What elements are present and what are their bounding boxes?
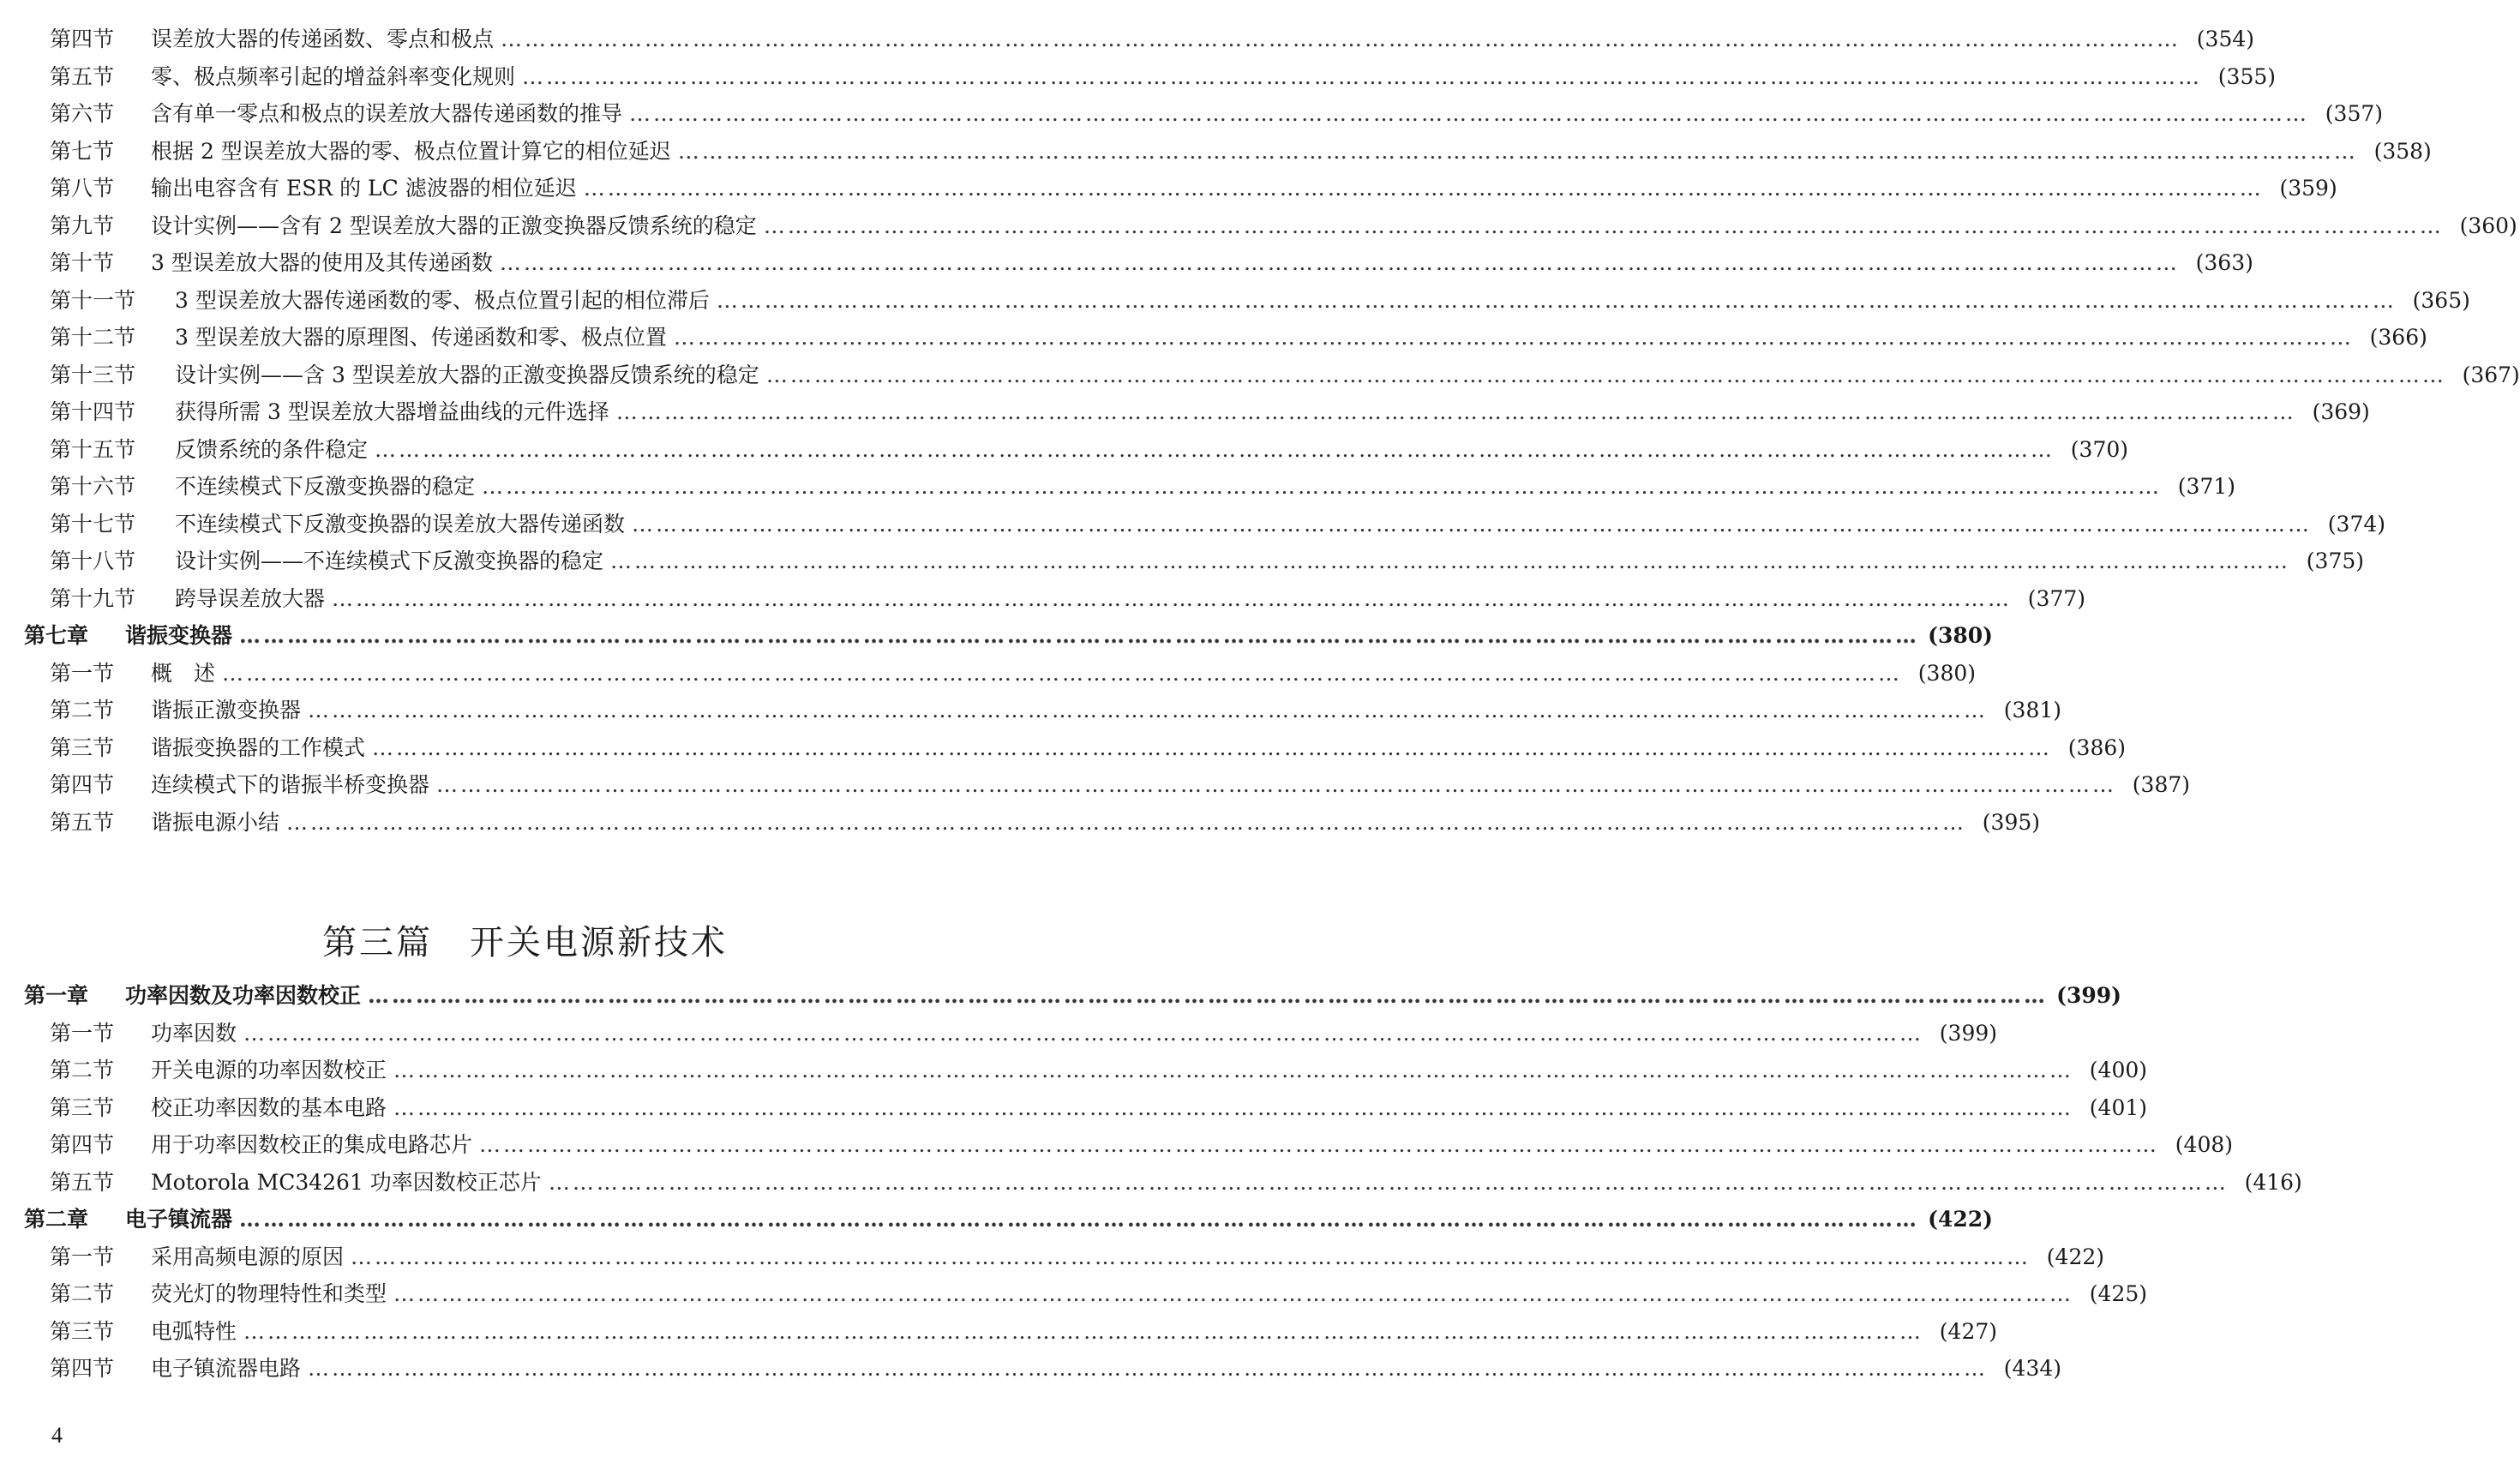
entry-title: 电子镇流器电路 xyxy=(151,1356,302,1381)
dot-leader xyxy=(351,1238,2031,1276)
entry-page: (381) xyxy=(2003,698,2062,723)
dot-leader xyxy=(393,1275,2073,1313)
dot-leader xyxy=(678,133,2358,171)
dot-leader xyxy=(479,1126,2159,1164)
toc-entry[interactable] xyxy=(24,692,2062,729)
dot-leader xyxy=(332,580,2012,618)
toc-entry[interactable] xyxy=(24,95,2384,133)
dot-leader xyxy=(632,506,2312,543)
entry-title: 功率因数 xyxy=(151,1020,237,1046)
entry-page: (357) xyxy=(2325,101,2384,126)
dot-leader xyxy=(308,692,1988,729)
dot-leader xyxy=(616,393,2296,431)
dot-leader xyxy=(239,1201,1919,1238)
entry-page: (370) xyxy=(2070,436,2129,462)
entry-page: (359) xyxy=(2279,176,2337,201)
entry-page: (355) xyxy=(2217,63,2277,89)
entry-number: 第四节 xyxy=(50,772,115,797)
entry-number: 第十七节 xyxy=(50,511,136,537)
dot-leader xyxy=(674,319,2354,357)
entry-number: 第五节 xyxy=(50,63,115,89)
dot-leader xyxy=(500,244,2180,282)
dot-leader xyxy=(629,95,2309,133)
entry-title: 获得所需 3 型误差放大器增益曲线的元件选择 xyxy=(175,399,609,424)
entry-title: 误差放大器的传递函数、零点和极点 xyxy=(151,27,495,51)
dot-leader xyxy=(393,1089,2073,1127)
entry-number: 第四节 xyxy=(50,1132,115,1157)
dot-leader xyxy=(501,21,2181,58)
entry-page: (380) xyxy=(1917,660,1977,686)
dot-leader xyxy=(372,729,2052,767)
entry-title: 采用高频电源的原因 xyxy=(151,1244,345,1269)
entry-number: 第九节 xyxy=(50,213,115,238)
entry-title: 电弧特性 xyxy=(151,1318,237,1344)
dot-leader xyxy=(286,804,1966,842)
entry-title: 荧光灯的物理特性和类型 xyxy=(151,1281,387,1306)
entry-number: 第三节 xyxy=(50,734,115,760)
dot-leader xyxy=(436,766,2116,804)
entry-number: 第十二节 xyxy=(50,325,136,350)
entry-number: 第四节 xyxy=(50,1356,115,1381)
entry-page: (395) xyxy=(1982,809,2041,835)
entry-number: 第二节 xyxy=(50,1058,115,1082)
toc-entry[interactable] xyxy=(24,506,2386,543)
toc-entry[interactable] xyxy=(24,133,2432,171)
toc-entry[interactable] xyxy=(24,431,2129,469)
toc-entry[interactable] xyxy=(24,1052,2148,1089)
dot-leader xyxy=(610,543,2290,580)
entry-page: (425) xyxy=(2089,1281,2148,1306)
dot-leader xyxy=(584,170,2264,207)
toc-list-part-two-continued xyxy=(24,21,2520,841)
entry-title: 谐振变换器的工作模式 xyxy=(151,734,366,760)
entry-title: 概 述 xyxy=(151,660,216,686)
entry-number: 第十八节 xyxy=(50,549,136,573)
entry-title: 连续模式下的谐振半桥变换器 xyxy=(151,772,430,797)
toc-entry[interactable] xyxy=(24,655,1977,693)
toc-entry[interactable] xyxy=(24,1089,2148,1127)
entry-number: 第十三节 xyxy=(50,362,136,387)
entry-number: 第一节 xyxy=(50,660,115,686)
entry-page: (408) xyxy=(2175,1132,2234,1157)
dot-leader xyxy=(482,468,2162,506)
entry-title: 设计实例——含 3 型误差放大器的正激变换器反馈系统的稳定 xyxy=(175,362,759,387)
toc-entry[interactable] xyxy=(24,580,2086,618)
entry-page: (360) xyxy=(2459,213,2517,238)
entry-page: (434) xyxy=(2003,1356,2062,1381)
entry-title: 开关电源的功率因数校正 xyxy=(151,1058,387,1082)
entry-page: (386) xyxy=(2067,734,2127,760)
entry-title: 谐振电源小结 xyxy=(151,809,280,835)
entry-number: 第七节 xyxy=(50,138,115,164)
toc-entry[interactable] xyxy=(24,1015,1998,1052)
entry-number: 第四节 xyxy=(50,27,115,51)
chapter-number: 第一章 xyxy=(24,983,89,1008)
dot-leader xyxy=(766,357,2446,394)
entry-page: (366) xyxy=(2369,325,2427,350)
entry-page: (358) xyxy=(2373,138,2432,164)
dot-leader xyxy=(222,655,1902,693)
entry-page: (369) xyxy=(2312,399,2370,424)
toc-entry[interactable] xyxy=(24,1313,1998,1351)
entry-title: 不连续模式下反激变换器的稳定 xyxy=(175,474,476,499)
entry-page: (380) xyxy=(1928,623,1994,648)
entry-page: (375) xyxy=(2306,549,2365,573)
entry-title: 3 型误差放大器传递函数的零、极点位置引起的相位滞后 xyxy=(175,287,710,313)
entry-title: 输出电容含有 ESR 的 LC 滤波器的相位延迟 xyxy=(151,176,577,201)
chapter-number: 第二章 xyxy=(24,1207,89,1232)
entry-title: 含有单一零点和极点的误差放大器传递函数的推导 xyxy=(151,101,623,126)
entry-number: 第十一节 xyxy=(50,287,136,313)
entry-number: 第二节 xyxy=(50,1281,115,1306)
entry-page: (400) xyxy=(2089,1058,2148,1082)
toc-entry[interactable] xyxy=(24,1126,2234,1164)
entry-page: (365) xyxy=(2412,287,2470,313)
toc-entry[interactable] xyxy=(24,244,2253,282)
entry-title: 校正功率因数的基本电路 xyxy=(151,1094,387,1120)
entry-title: 设计实例——不连续模式下反激变换器的稳定 xyxy=(175,549,604,573)
entry-number: 第六节 xyxy=(50,101,115,126)
toc-entry[interactable] xyxy=(24,393,2370,431)
entry-number: 第八节 xyxy=(50,176,115,201)
dot-leader xyxy=(243,1015,1923,1052)
entry-title: 谐振正激变换器 xyxy=(151,698,302,723)
toc-entry[interactable] xyxy=(24,21,2255,58)
entry-title: Motorola MC34261 功率因数校正芯片 xyxy=(151,1169,542,1195)
toc-chapter-entry[interactable] xyxy=(24,1201,1994,1238)
toc-entry[interactable] xyxy=(24,319,2427,357)
chapter-title: 功率因数及功率因数校正 xyxy=(125,983,362,1008)
entry-number: 第十五节 xyxy=(50,436,136,462)
entry-title: 3 型误差放大器的使用及其传递函数 xyxy=(151,250,493,275)
dot-leader xyxy=(375,431,2055,469)
entry-number: 第一节 xyxy=(50,1244,115,1269)
page-number: 4 xyxy=(51,1423,63,1448)
toc-entry[interactable] xyxy=(24,207,2517,245)
entry-page: (367) xyxy=(2462,362,2520,387)
entry-number: 第五节 xyxy=(50,1169,115,1195)
chapter-title: 电子镇流器 xyxy=(125,1207,233,1232)
dot-leader xyxy=(393,1052,2073,1089)
entry-number: 第三节 xyxy=(50,1318,115,1344)
toc-entry[interactable] xyxy=(24,468,2236,506)
entry-page: (399) xyxy=(1939,1020,1998,1046)
entry-title: 跨导误差放大器 xyxy=(175,585,326,611)
toc-chapter-entry[interactable] xyxy=(24,617,1994,655)
dot-leader xyxy=(717,282,2397,320)
entry-title: 根据 2 型误差放大器的零、极点位置计算它的相位延迟 xyxy=(151,138,671,164)
entry-title: 不连续模式下反激变换器的误差放大器传递函数 xyxy=(175,511,626,537)
toc-entry[interactable] xyxy=(24,58,2277,96)
entry-page: (427) xyxy=(1939,1318,1998,1344)
entry-page: (416) xyxy=(2244,1169,2302,1195)
entry-title: 用于功率因数校正的集成电路芯片 xyxy=(151,1132,473,1157)
entry-number: 第十四节 xyxy=(50,399,136,424)
part-title: 第三篇 开关电源新技术 xyxy=(322,923,728,962)
toc-chapter-entry[interactable] xyxy=(24,977,2122,1015)
toc-entry[interactable] xyxy=(24,1164,2302,1202)
entry-title: 设计实例——含有 2 型误差放大器的正激变换器反馈系统的稳定 xyxy=(151,213,757,238)
entry-page: (401) xyxy=(2089,1094,2148,1120)
toc-entry[interactable] xyxy=(24,804,2041,842)
dot-leader xyxy=(764,207,2444,245)
chapter-title: 谐振变换器 xyxy=(125,623,233,648)
entry-number: 第二节 xyxy=(50,698,115,723)
entry-page: (363) xyxy=(2195,250,2253,275)
toc-entry[interactable] xyxy=(24,1350,2062,1388)
entry-number: 第一节 xyxy=(50,1020,115,1046)
entry-number: 第十六节 xyxy=(50,474,136,499)
entry-page: (387) xyxy=(2132,772,2191,797)
chapter-number: 第七章 xyxy=(24,623,89,648)
dot-leader xyxy=(549,1164,2229,1202)
dot-leader xyxy=(243,1313,1923,1351)
entry-page: (422) xyxy=(1928,1207,1994,1232)
toc-entry[interactable] xyxy=(24,1275,2148,1313)
entry-title: 零、极点频率引起的增益斜率变化规则 xyxy=(151,63,516,89)
entry-number: 第五节 xyxy=(50,809,115,835)
entry-number: 第十节 xyxy=(50,250,115,275)
entry-number: 第三节 xyxy=(50,1094,115,1120)
entry-title: 3 型误差放大器的原理图、传递函数和零、极点位置 xyxy=(175,325,667,350)
entry-page: (354) xyxy=(2196,27,2255,51)
dot-leader xyxy=(239,617,1919,655)
toc-entry[interactable] xyxy=(24,357,2520,394)
toc-entry[interactable] xyxy=(24,1238,2105,1276)
toc-entry[interactable] xyxy=(24,170,2337,207)
toc-entry[interactable] xyxy=(24,729,2127,767)
toc-list-part-three xyxy=(24,977,2302,1388)
entry-title: 反馈系统的条件稳定 xyxy=(175,436,369,462)
entry-page: (374) xyxy=(2327,511,2386,537)
dot-leader xyxy=(368,977,2048,1015)
toc-entry[interactable] xyxy=(24,543,2365,580)
dot-leader xyxy=(308,1350,1988,1388)
entry-page: (377) xyxy=(2027,585,2086,611)
entry-page: (371) xyxy=(2177,474,2236,499)
dot-leader xyxy=(522,58,2202,96)
toc-entry[interactable] xyxy=(24,282,2470,320)
entry-number: 第十九节 xyxy=(50,585,136,611)
entry-page: (399) xyxy=(2056,983,2122,1008)
entry-page: (422) xyxy=(2046,1244,2105,1269)
toc-entry[interactable] xyxy=(24,766,2191,804)
